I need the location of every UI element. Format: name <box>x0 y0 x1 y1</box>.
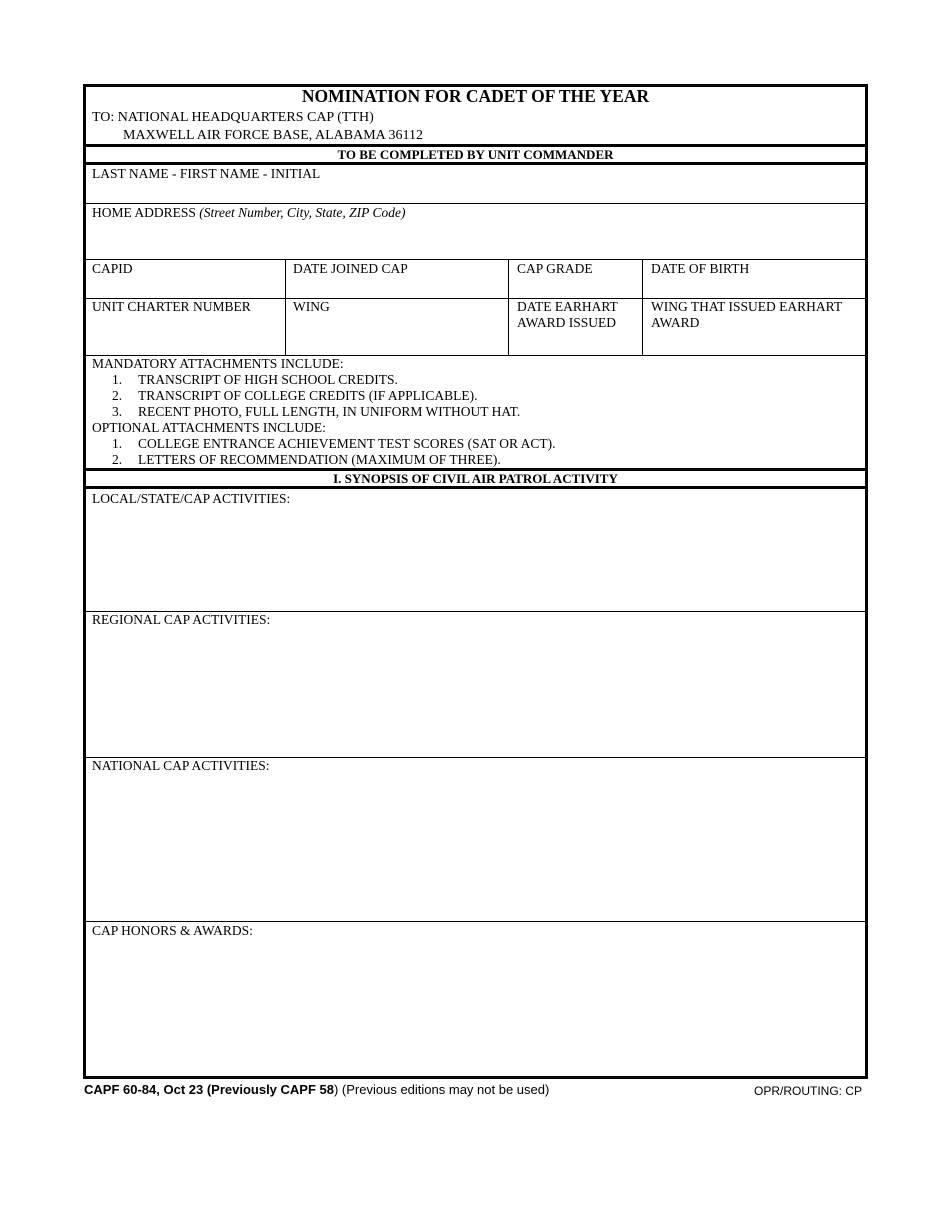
earhart-wing-label-2: AWARD <box>651 315 700 330</box>
earhart-date-label-2: AWARD ISSUED <box>517 315 617 330</box>
wing-label: WING <box>293 299 330 314</box>
form-id: CAPF 60-84, Oct 23 (Previously CAPF 58) (Previous editions may not be used) <box>84 1082 550 1097</box>
unit-charter-label: UNIT CHARTER NUMBER <box>92 299 251 314</box>
mandatory-attachments-header: MANDATORY ATTACHMENTS INCLUDE: <box>92 356 344 371</box>
date-joined-label: DATE JOINED CAP <box>293 261 408 276</box>
form-title: NOMINATION FOR CADET OF THE YEAR <box>301 86 650 106</box>
optional-attachments-header: OPTIONAL ATTACHMENTS INCLUDE: <box>92 420 326 435</box>
list-item: 1. TRANSCRIPT OF HIGH SCHOOL CREDITS. <box>112 372 398 387</box>
earhart-date-label-1: DATE EARHART <box>517 299 618 314</box>
to-line: TO: NATIONAL HEADQUARTERS CAP (TTH) <box>92 110 374 125</box>
capid-label: CAPID <box>92 261 133 276</box>
date-of-birth-label: DATE OF BIRTH <box>651 261 750 276</box>
local-activities-label: LOCAL/STATE/CAP ACTIVITIES: <box>92 491 291 506</box>
address-line: MAXWELL AIR FORCE BASE, ALABAMA 36112 <box>123 128 423 143</box>
list-item: 2. TRANSCRIPT OF COLLEGE CREDITS (IF APPLICABLE). <box>112 388 478 403</box>
list-item: 3. RECENT PHOTO, FULL LENGTH, IN UNIFORM WITHOUT HAT. <box>112 404 521 419</box>
regional-activities-label: REGIONAL CAP ACTIVITIES: <box>92 612 271 627</box>
section-synopsis: I. SYNOPSIS OF CIVIL AIR PATROL ACTIVITY <box>333 471 618 486</box>
list-item: 2. LETTERS OF RECOMMENDATION (MAXIMUM OF THREE). <box>112 452 501 467</box>
national-activities-label: NATIONAL CAP ACTIVITIES: <box>92 758 270 773</box>
national-activities-field[interactable] <box>86 758 865 921</box>
routing: OPR/ROUTING: CP <box>754 1084 863 1098</box>
cap-grade-label: CAP GRADE <box>517 261 593 276</box>
local-activities-field[interactable] <box>86 489 865 611</box>
regional-activities-field[interactable] <box>86 612 865 757</box>
home-address-hint: (Street Number, City, State, ZIP Code) <box>199 205 406 220</box>
honors-awards-field[interactable] <box>86 922 865 1076</box>
list-item: 1. COLLEGE ENTRANCE ACHIEVEMENT TEST SCORES (SAT OR ACT). <box>112 436 556 451</box>
earhart-wing-label-1: WING THAT ISSUED EARHART <box>651 299 843 314</box>
honors-awards-label: CAP HONORS & AWARDS: <box>92 923 253 938</box>
section-unit-commander: TO BE COMPLETED BY UNIT COMMANDER <box>337 147 614 162</box>
home-address-label: HOME ADDRESS (Street Number, City, State, ZIP Code) <box>92 205 406 220</box>
name-label: LAST NAME - FIRST NAME - INITIAL <box>92 166 321 181</box>
